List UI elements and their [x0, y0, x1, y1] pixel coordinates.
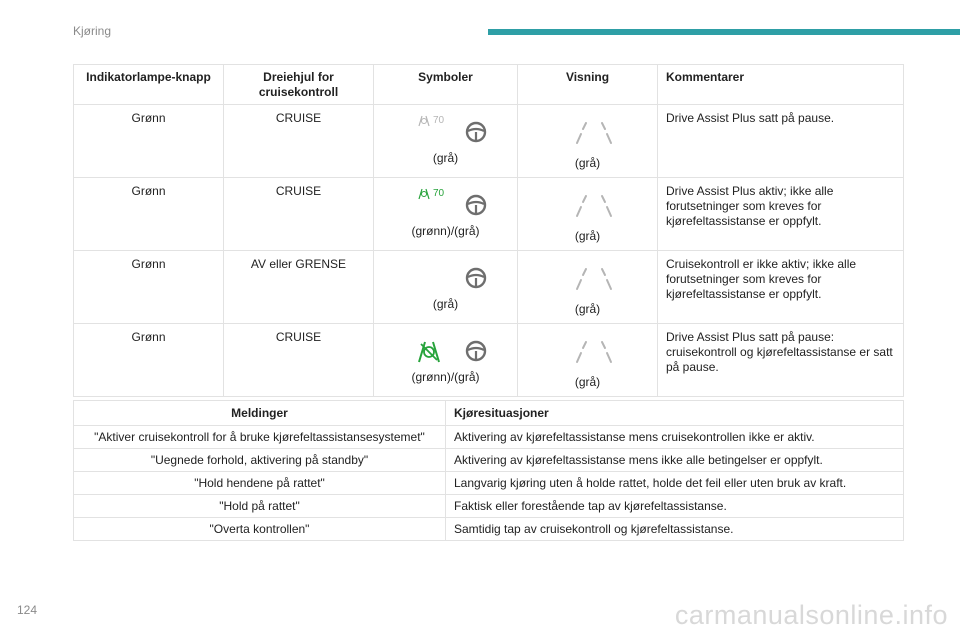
messages-table — [73, 400, 904, 541]
lamp-cell: Grønn — [74, 324, 224, 397]
table-row — [74, 426, 904, 449]
lane-lines-icon — [572, 340, 616, 366]
view-caption: (grå) — [574, 375, 601, 389]
header-accent-bar — [488, 29, 960, 35]
watermark: carmanualsonline.info — [674, 600, 948, 630]
column-header: Kjøresituasjoner — [446, 401, 904, 426]
lane-assist-small-icon — [417, 186, 444, 201]
indicator-table — [73, 64, 904, 397]
table-row — [74, 472, 904, 495]
wheel-cell: AV eller GRENSE — [224, 251, 374, 324]
situation-cell: Samtidig tap av cruisekontroll og kjørefeltassistanse. — [446, 518, 904, 541]
symbol-cell — [374, 251, 518, 324]
view-caption: (grå) — [574, 229, 601, 243]
table-row — [74, 178, 904, 251]
column-header: Kommentarer — [658, 65, 904, 105]
lane-assist-small-icon — [417, 113, 444, 128]
table-row — [74, 251, 904, 324]
view-caption: (grå) — [574, 156, 601, 170]
situation-cell: Aktivering av kjørefeltassistanse mens ikke alle betingelser er oppfylt. — [446, 449, 904, 472]
lane-lines-icon — [572, 267, 616, 293]
symbol-caption: (grønn)/(grå) — [411, 224, 480, 238]
comment-cell: Drive Assist Plus satt på pause: cruisekontroll og kjørefeltassistanse er satt på pause. — [658, 324, 904, 397]
table-header-row — [74, 401, 904, 426]
column-header: Dreiehjul for cruisekontroll — [224, 65, 374, 105]
page-number: 124 — [17, 603, 38, 617]
wheel-cell: CRUISE — [224, 178, 374, 251]
lamp-cell: Grønn — [74, 178, 224, 251]
wheel-cell: CRUISE — [224, 105, 374, 178]
lane-lines-icon — [572, 194, 616, 220]
table-row — [74, 495, 904, 518]
comment-cell: Drive Assist Plus aktiv; ikke alle forutsetninger som kreves for kjørefeltassistanse er oppfylt. — [658, 178, 904, 251]
table-row — [74, 324, 904, 397]
situation-cell: Langvarig kjøring uten å holde rattet, holde det feil eller uten bruk av kraft. — [446, 472, 904, 495]
symbol-caption: (grønn)/(grå) — [411, 370, 480, 384]
symbol-cell — [374, 324, 518, 397]
comment-cell: Cruisekontroll er ikke aktiv; ikke alle forutsetninger som kreves for kjørefeltassistanse er oppfylt. — [658, 251, 904, 324]
table-header-row — [74, 65, 904, 105]
message-cell: "Uegnede forhold, aktivering på standby" — [74, 449, 446, 472]
lane-lines-icon — [572, 121, 616, 147]
message-cell: "Hold hendene på rattet" — [74, 472, 446, 495]
situation-cell: Aktivering av kjørefeltassistanse mens cruisekontrollen ikke er aktiv. — [446, 426, 904, 449]
symbol-caption: (grå) — [432, 151, 459, 165]
message-cell: "Hold på rattet" — [74, 495, 446, 518]
view-caption: (grå) — [574, 302, 601, 316]
table-row — [74, 518, 904, 541]
wheel-cell: CRUISE — [224, 324, 374, 397]
column-header: Visning — [518, 65, 658, 105]
comment-cell: Drive Assist Plus satt på pause. — [658, 105, 904, 178]
column-header: Indikatorlampe-knapp — [74, 65, 224, 105]
lamp-cell: Grønn — [74, 105, 224, 178]
symbol-cell — [374, 178, 518, 251]
steering-wheel-icon — [465, 121, 487, 143]
speed-value: 70 — [433, 188, 445, 199]
table-row — [74, 449, 904, 472]
lamp-cell: Grønn — [74, 251, 224, 324]
steering-wheel-icon — [465, 340, 487, 362]
steering-wheel-icon — [465, 267, 487, 289]
symbol-caption: (grå) — [432, 297, 459, 311]
lane-assist-paused-icon — [416, 340, 442, 364]
situation-cell: Faktisk eller forestående tap av kjørefeltassistanse. — [446, 495, 904, 518]
message-cell: "Aktiver cruisekontroll for å bruke kjørefeltassistansesystemet" — [74, 426, 446, 449]
symbol-cell — [374, 105, 518, 178]
section-label: Kjøring — [73, 24, 112, 38]
view-cell — [518, 178, 658, 251]
table-row — [74, 105, 904, 178]
speed-value: 70 — [433, 115, 445, 126]
steering-wheel-icon — [465, 194, 487, 216]
message-cell: "Overta kontrollen" — [74, 518, 446, 541]
column-header: Symboler — [374, 65, 518, 105]
view-cell — [518, 324, 658, 397]
view-cell — [518, 251, 658, 324]
view-cell — [518, 105, 658, 178]
column-header: Meldinger — [74, 401, 446, 426]
